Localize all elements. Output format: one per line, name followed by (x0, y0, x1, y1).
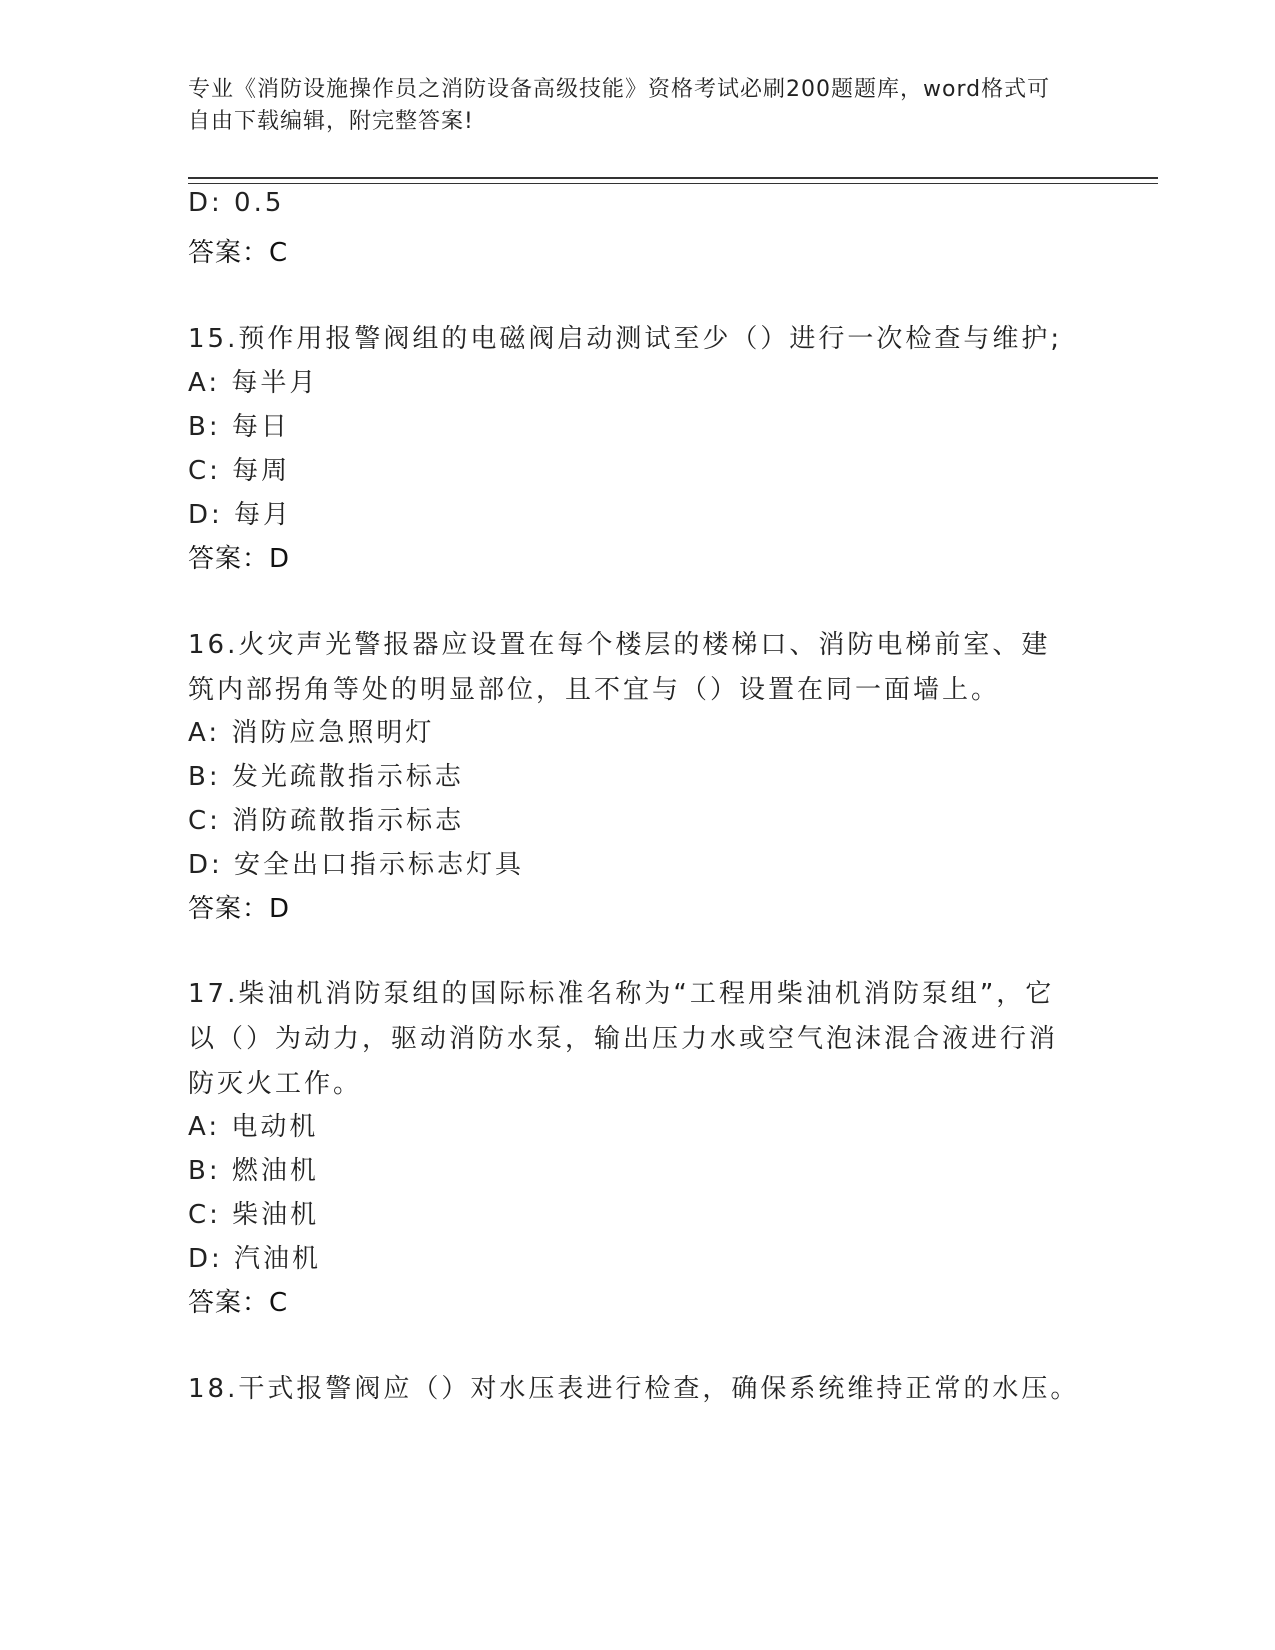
document-header: 专业《消防设施操作员之消防设备高级技能》资格考试必刷200题题库，word格式可自由下载编辑，附完整答案! (188, 77, 1051, 134)
question-17-stem: 17.柴油机消防泵组的国际标准名称为“工程用柴油机消防泵组”，它以（）为动力，驱动消防水泵，输出压力水或空气泡沫混合液进行消防灭火工作。 (188, 979, 1059, 1099)
question-16-stem: 16.火灾声光警报器应设置在每个楼层的楼梯口、消防电梯前室、建筑内部拐角等处的明显部位，且不宜与（）设置在同一面墙上。 (188, 630, 1051, 705)
header-rule-thin (188, 183, 1158, 184)
header-rule-thick (188, 177, 1158, 179)
question-15-option-a: A: 每半月 (188, 368, 319, 398)
question-16-option-a: A: 消防应急照明灯 (188, 718, 435, 748)
question-15-option-b: B: 每日 (188, 412, 290, 442)
question-17-answer: 答案：C (188, 1288, 289, 1318)
previous-answer: 答案：C (188, 238, 289, 268)
question-15-answer: 答案：D (188, 544, 291, 574)
question-16-answer: 答案：D (188, 894, 291, 924)
question-16-option-b: B: 发光疏散指示标志 (188, 762, 464, 792)
question-15-option-d: D: 每月 (188, 500, 293, 530)
question-17-option-d: D: 汽油机 (188, 1244, 322, 1274)
question-18-stem: 18.干式报警阀应（）对水压表进行检查，确保系统维持正常的水压。 (188, 1374, 1080, 1404)
question-16-option-c: C: 消防疏散指示标志 (188, 806, 465, 836)
question-17-option-a: A: 电动机 (188, 1112, 319, 1142)
question-16-option-d: D: 安全出口指示标志灯具 (188, 850, 525, 880)
question-17-option-b: B: 燃油机 (188, 1156, 319, 1186)
question-15-stem: 15.预作用报警阀组的电磁阀启动测试至少（）进行一次检查与维护; (188, 324, 1063, 354)
question-17-option-c: C: 柴油机 (188, 1200, 320, 1230)
question-15-option-c: C: 每周 (188, 456, 291, 486)
previous-option-d: D: 0.5 (188, 188, 285, 218)
